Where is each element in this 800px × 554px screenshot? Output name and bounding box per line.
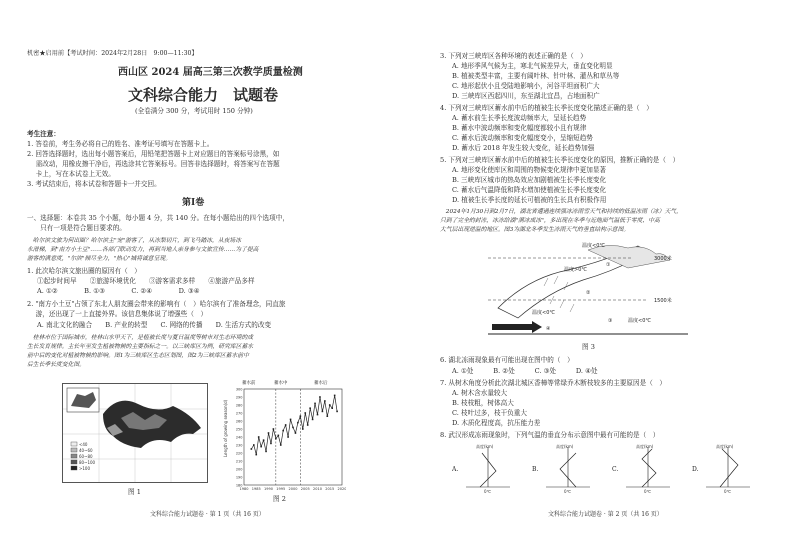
fig2-ytick: 190 — [235, 475, 243, 480]
fig2-point — [280, 444, 282, 446]
q1-stem: 1. 此次哈尔滨文旅出圈的原因有（ ） — [27, 267, 141, 275]
fig2-ytick: 280 — [235, 403, 243, 408]
section-title: 第Ⅰ卷 — [182, 198, 205, 208]
figure-3-diagram — [488, 238, 688, 340]
q6-options: A. ①处 B. ②处 C. ③处 D. ④处 — [452, 367, 598, 375]
fig2-xtick: 2020 — [337, 487, 346, 491]
q3-option-a: A. 地形季风气候为主，寒北气候差异大，垂直变化明显 — [452, 62, 613, 70]
fig2-point — [285, 424, 287, 426]
fig2-point — [317, 414, 319, 416]
q2-stem-2: 游，还出现了一上直接外界。该信息集体说了增强些（ ） — [27, 310, 208, 318]
fig2-ytick: 220 — [235, 451, 243, 456]
page-2-footer: 文科综合能力试题卷 · 第 2 页（共 16 页） — [548, 511, 663, 518]
q7-option-b: B. 枝枝粗，树体高大 — [452, 399, 514, 407]
fig2-ytick: 260 — [235, 419, 243, 424]
q8-option-a-graph — [452, 443, 510, 494]
fig2-point — [319, 396, 321, 398]
fig2-point — [290, 419, 292, 421]
fig2-point — [324, 400, 326, 402]
fig2-point — [302, 428, 304, 430]
fig2-point — [329, 404, 331, 406]
fig2-xtick: 2000 — [288, 487, 298, 491]
passage2-line1: 桂林市位于国际城市，桂林山水甲天下，是植被长度与夏日温度等树市对生态环境的成 — [27, 335, 254, 341]
page-1-footer: 文科综合能力试题卷 · 第 1 页（共 16 页） — [150, 511, 265, 518]
fig2-point — [334, 395, 336, 397]
notice-2c: 卡上，写在本试卷上无效。 — [27, 170, 115, 178]
fig2-ytick: 200 — [235, 467, 243, 472]
fig3-label-top: 温度<0℃ — [582, 243, 605, 249]
fig2-ytick: 210 — [235, 459, 243, 464]
fig1-legend-4: >100 — [79, 466, 90, 471]
fig2-point — [287, 436, 289, 438]
page-2 — [400, 0, 800, 554]
q5-stem: 5. 下列对三峡库区蓄水前中后的植被生长季长度变化的原因，推断正确的是（ ） — [440, 156, 680, 164]
notice-heading: 考生注意： — [27, 130, 60, 138]
q3-stem: 3. 下列对三峡库区各种环境的表述正确的是（ ） — [440, 52, 587, 60]
fig1-legend-0: <40 — [79, 442, 88, 447]
q8-options-graphs — [452, 443, 752, 495]
fig3-marker-4: ④ — [546, 326, 551, 332]
figure-1-caption: 图 1 — [128, 488, 141, 496]
fig2-point — [295, 432, 297, 434]
fig2-ytick: 180 — [235, 483, 243, 488]
q8-stem: 8. 武汉形成冻雨现象时，下列气温的垂直分布示意图中最有可能的是（ ） — [440, 431, 660, 439]
q5-option-b: B. 三峡库区城市的热岛效应加剧植被生长季长度变化 — [452, 176, 607, 184]
fig1-legend-1: 40~60 — [79, 448, 93, 453]
figure-3-caption: 图 3 — [582, 343, 595, 351]
fig2-ytick: 230 — [235, 443, 243, 448]
fig3-label-1500: 1500米 — [654, 298, 672, 304]
fig2-point — [297, 422, 299, 424]
q2-stem: 2. "南方小土豆"占领了东北人朋友圈会带来的影响有（ ）哈尔滨有了准备理念，同直旅 — [27, 300, 286, 308]
q7-option-a: A. 树木含水量较大 — [452, 389, 508, 397]
three-gorges-map — [63, 384, 207, 482]
q7-option-c: C. 枝叶过多，枝干负重大 — [452, 409, 527, 417]
fig2-point — [309, 407, 311, 409]
q8-option-b-graph — [532, 443, 590, 494]
figure-1-map — [62, 383, 208, 483]
fig1-legend-3: 80~100 — [79, 460, 96, 465]
q5-option-d: D. 植被生长季长度的延长可植被的生长具有积极作用 — [452, 196, 607, 204]
fig2-point — [282, 430, 284, 432]
fig2-xtick: 2005 — [300, 487, 310, 491]
q1-items: ①起步时间早 ②旅游环境优化 ③游客需求多样 ④旅游产品多样 — [37, 277, 255, 285]
svg-text:高度(km): 高度(km) — [556, 444, 574, 449]
fig2-xtick: 2010 — [313, 487, 322, 491]
fig2-point — [273, 428, 275, 430]
fig2-ytick: 290 — [235, 395, 243, 400]
passage3-line1: 2024年1月30日到2月7日，湖北省遭遇连续强冰冻雨雪天气和持续的低温冻雨（冰）天气， — [440, 209, 682, 215]
fig2-point — [270, 443, 272, 445]
fig2-ylabel: Length of growing season(d) — [223, 399, 228, 457]
fig2-point — [253, 444, 255, 446]
fig2-xtick: 1985 — [251, 487, 261, 491]
fig2-point — [331, 407, 333, 409]
fig3-marker-3: ③ — [608, 318, 613, 324]
fig3-label-3000: 3000米 — [654, 256, 672, 262]
q3-option-d: D. 三峡库区西起四川，东至湖北宜昌，占地面积广 — [452, 92, 600, 100]
q7-stem: 7. 从树木角度分析此次湖北城区香樟等常绿乔木断枝较多的主要原因是（ ） — [440, 379, 666, 387]
q8-option-b-label: B. — [532, 466, 539, 473]
figure-2-caption: 图 2 — [273, 495, 286, 503]
exam-note: 机密★启用前【考试时间：2024年2月28日 9:00—11:30】 — [27, 50, 198, 57]
fig2-header-after: 蓄水后 — [314, 381, 328, 386]
notice-3: 3. 考试结束后，将本试卷和答题卡一并交回。 — [27, 180, 161, 188]
fig1-legend-2: 60~80 — [79, 454, 93, 459]
freezing-rain-diagram — [488, 238, 688, 340]
passage3-line3: 大气层出现逆温的地区。图3为湖北冬季发生冻雨天气的垂直结构示意图。 — [440, 227, 630, 233]
fig2-ytick: 250 — [235, 427, 243, 432]
fig2-point — [268, 432, 270, 434]
fig2-xtick: 1990 — [264, 487, 273, 491]
svg-text:0℃: 0℃ — [724, 489, 732, 494]
q8-option-c-label: C. — [612, 466, 619, 473]
fig2-point — [304, 412, 306, 414]
q3-option-b: B. 植被类型丰富，主要有阔叶林、针叶林、灌丛和草丛等 — [452, 72, 620, 80]
fig2-point — [314, 403, 316, 405]
fig2-point — [292, 427, 294, 429]
passage2-line4: 后生长季长度变化图。 — [27, 362, 85, 368]
fig2-point — [258, 436, 260, 438]
fig3-marker-1: ① — [606, 262, 611, 268]
q4-option-a: A. 蓄水前生长季长度波动频率大，呈延长趋势 — [452, 114, 587, 122]
passage1-line1: 哈尔滨文旅为何出圈？哈尔滨主"宠"游客了，从冻梨切片，到飞马踏冰，从夜场冰 — [27, 238, 242, 244]
svg-text:0℃: 0℃ — [564, 489, 572, 494]
q4-option-b: B. 蓄水中波动频率和变化幅度都较小且有规律 — [452, 124, 587, 132]
passage2-line2: 生长发育规律。主长年至发生植被物候的主要指标之一。以三峡库区为例，研究库区蓄水 — [27, 344, 254, 350]
fig2-point — [265, 451, 267, 453]
figure-2-chart — [222, 377, 346, 495]
fig2-xtick: 2015 — [325, 487, 335, 491]
svg-text:高度(km): 高度(km) — [716, 444, 734, 449]
q2-options: A. 南北文化的融合 B. 产业的转型 C. 网络的传播 D. 生活方式的改变 — [37, 321, 272, 329]
q4-option-c: C. 蓄水后波动频率和变化幅度变小，呈缩短趋势 — [452, 134, 593, 142]
svg-text:0℃: 0℃ — [644, 489, 652, 494]
fig2-xtick: 1995 — [276, 487, 286, 491]
q6-stem: 6. 湖北冻雨现象最有可能出现在图中的（ ） — [440, 356, 574, 364]
fig3-label-cold-right: 温度<0℃ — [628, 318, 651, 324]
fig2-point — [255, 454, 257, 456]
fig3-label-cold-left: 温度<0℃ — [532, 310, 555, 316]
exam-title: 西山区 2024 届高三第三次教学质量检测 — [118, 67, 303, 78]
fig2-series-line — [251, 395, 337, 454]
section-instructions-1: 一、选择题：本卷共 35 个小题，每小题 4 分，共 140 分。在每小题给出的四个选项中， — [27, 214, 289, 222]
q3-option-c: C. 地形起伏小且受陆地影响小，河谷平坦面积广大 — [452, 82, 600, 90]
passage1-line3: 游客的满意度，"尔滨"倾尽全力，"热心"城将诚意呈现。 — [27, 256, 171, 262]
passage1-line2: 永滑梯，到"南方小土豆"……各部门联动发力，再到当地人亲身参与文旅宣传……为了提高 — [27, 247, 259, 253]
fig2-point — [251, 448, 253, 450]
svg-text:0℃: 0℃ — [484, 489, 492, 494]
fig2-ytick: 270 — [235, 411, 243, 416]
q4-stem: 4. 下列对三峡库区蓄水前中后的植被生长季长度变化描述正确的是（ ） — [440, 104, 653, 112]
notice-2b: 需改动，用橡皮擦干净后，再选涂其它答案标号。回答非选择题时，将答案写在答题 — [27, 160, 280, 168]
fig2-header-before: 蓄水前 — [242, 381, 256, 386]
passage2-line3: 前中后的变化对植被物候的影响。图1为三峡库区生态区划图，图2为三峡库区蓄水前中 — [27, 353, 249, 359]
fig2-point — [307, 424, 309, 426]
fig3-marker-2: ② — [586, 290, 591, 296]
fig3-label-warm: 温度>0℃ — [564, 267, 587, 273]
fig2-point — [336, 411, 338, 413]
q5-option-c: C. 蓄水后气温降低和降水增加使植被生长季长度变化 — [452, 186, 607, 194]
growing-season-chart — [222, 377, 346, 495]
notice-1: 1. 答卷前，考生务必将自己的姓名、准考证号填写在答题卡上。 — [27, 140, 214, 148]
fig2-point — [260, 446, 262, 448]
fig2-xtick: 1980 — [239, 487, 249, 491]
q8-option-d-graph — [692, 443, 750, 494]
fig2-point — [312, 419, 314, 421]
fig2-ytick: 300 — [235, 387, 243, 392]
q7-option-d: D. 木质化程度高，抗压能力差 — [452, 419, 541, 427]
fig2-point — [300, 415, 302, 417]
svg-text:高度(km): 高度(km) — [636, 444, 654, 449]
fig2-point — [278, 435, 280, 437]
notice-2: 2. 回答选择题时，选出每小题答案后，用铅笔把答题卡上对应题目的答案标号涂黑，如 — [27, 150, 280, 158]
exam-subtitle: 文科综合能力 试题卷 — [128, 86, 279, 104]
fig2-header-during: 蓄水中 — [274, 381, 288, 386]
q8-option-c-graph — [612, 443, 670, 494]
svg-text:高度(km): 高度(km) — [476, 444, 494, 449]
fig2-point — [263, 439, 265, 441]
q5-option-a: A. 地形变化使库区和周围的物候变化规律中更加显著 — [452, 166, 607, 174]
fig2-point — [322, 411, 324, 413]
q8-option-a-label: A. — [452, 466, 459, 473]
passage3-line2: 只到了完全的封冻，冰冻给湖"满冰成冰"，多出现在冬季与近地面气温低于零度、中高 — [440, 218, 660, 224]
fig2-point — [327, 415, 329, 417]
fig2-ytick: 240 — [235, 435, 243, 440]
q8-option-d-label: D. — [692, 466, 699, 473]
score-info: (全卷满分 300 分，考试用时 150 分钟) — [135, 107, 253, 115]
section-instructions-2: 只有一项是符合题目要求的。 — [27, 224, 126, 232]
fig2-point — [275, 438, 277, 440]
q4-option-d: D. 蓄水后 2018 年发生较大变化，延长趋势加强 — [452, 144, 595, 152]
q1-options: A. ①② B. ①③ C. ②④ D. ③④ — [37, 287, 200, 295]
